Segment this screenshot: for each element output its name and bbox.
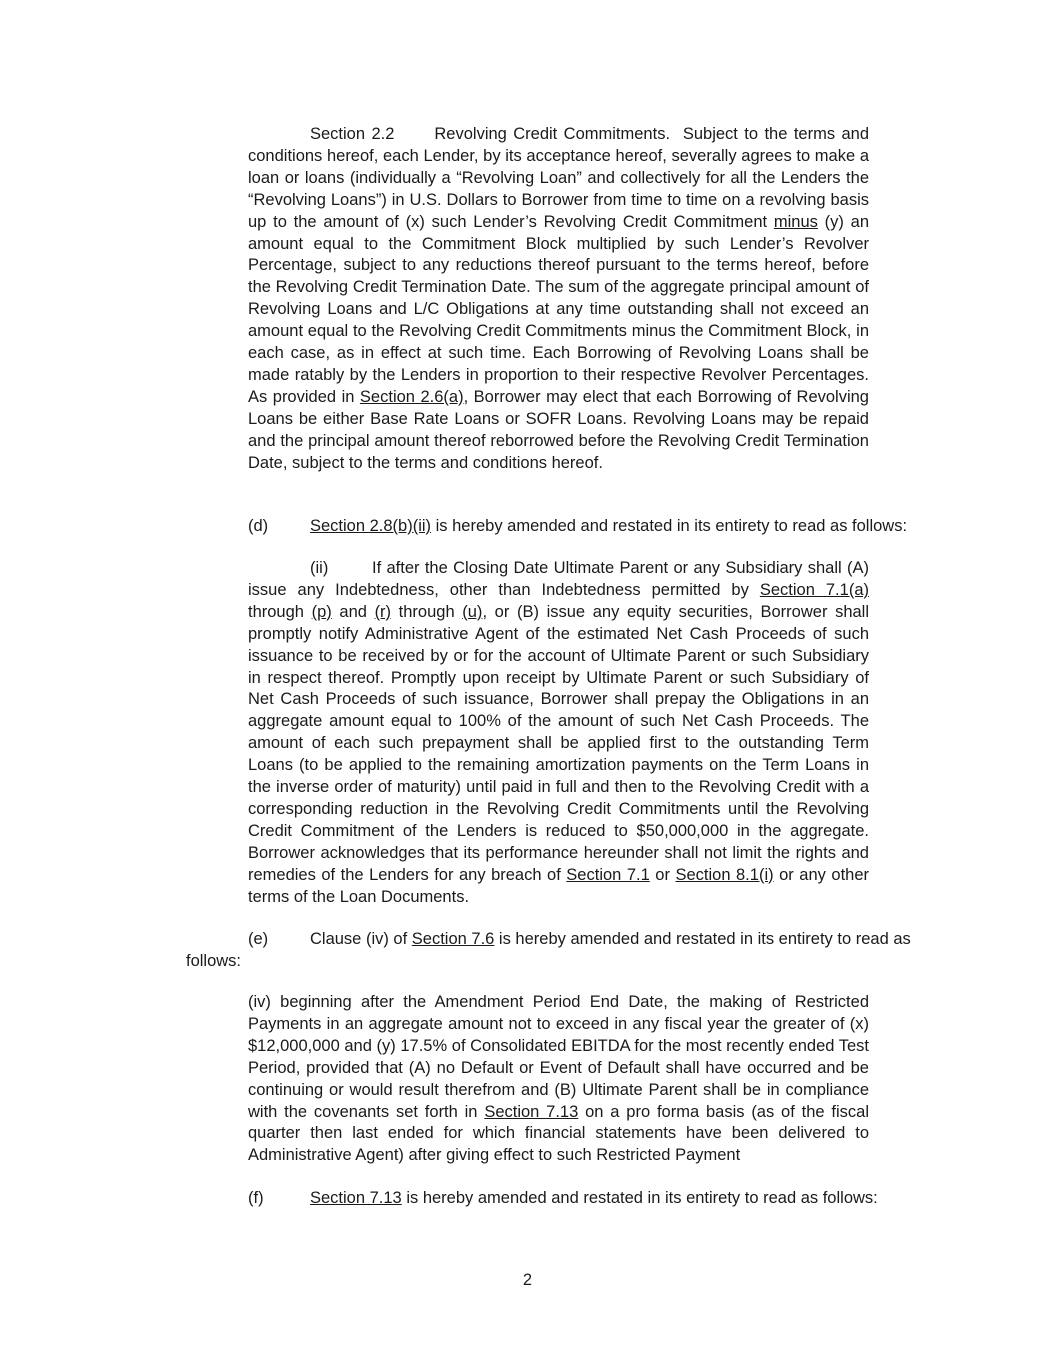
section-2-8bii-link[interactable]: Section 2.8(b)(ii): [310, 517, 432, 535]
amendment-e-text-3: follows:: [186, 952, 242, 970]
amendment-e-label: (e): [248, 930, 269, 948]
clause-ii-text-4: through: [391, 602, 463, 621]
section-7-13-link-f[interactable]: Section 7.13: [310, 1189, 402, 1207]
section-7-1a-link[interactable]: Section 7.1(a): [759, 580, 869, 599]
amendment-e-continued: [186, 951, 241, 973]
clause-iv-text-1: (iv) beginning after the Amendment Period End Date, the making of Restricted Payments in an aggregate amount not to exceed in any fiscal year the greater of (x) $12,000,000 and (y) 17.5% of Consolidated EBITDA for the most recently ended Test Period, provided that (A) no Default or Event of Default shall have occurred and be continuing or would result therefrom and (B) Ultimate Parent shall be in compliance with the covenants set forth in: [248, 993, 869, 1121]
amendment-d-label: (d): [248, 517, 269, 535]
section-2-2-heading: Section 2.2: [310, 125, 395, 143]
section-7-13-link[interactable]: Section 7.13: [484, 1102, 579, 1121]
section-7-1-link[interactable]: Section 7.1: [566, 865, 650, 884]
minus-term: minus: [773, 212, 818, 231]
amendment-f-text: is hereby amended and restated in its entirety to read as follows:: [401, 1189, 878, 1207]
amendment-e: [248, 929, 911, 951]
section-2-2-title: Revolving Credit Commitments.: [434, 125, 671, 143]
amendment-e-text-2: is hereby amended and restated in its entirety to read as: [494, 930, 911, 948]
clause-ii-text-5: , or (B) issue any equity securities, Borrower shall promptly notify Administrative Agent of the estimated Net Cash Proceeds of such issuance to be received by or for the account of Ultimate Parent or such Subsidiary in respect thereof. Promptly upon receipt by Ultimate Parent or such Subsidiary of Net Cash Proceeds of such issuance, Borrower shall prepay the Obligations in an aggregate amount equal to 100% of the amount of such Net Cash Proceeds. The amount of each such prepayment shall be applied first to the outstanding Term Loans (to be applied to the remaining amortization payments on the Term Loans in the inverse order of maturity) until paid in full and then to the Revolving Credit with a corresponding reduction in the Revolving Credit Commitments until the Revolving Credit Commitment of the Lenders is reduced to $50,000,000 in the aggregate. Borrower acknowledges that its performance hereunder shall not limit the rights and remedies of the Lenders for any breach of: [248, 602, 870, 884]
section-2-2-paragraph: [248, 124, 869, 475]
clause-ii-text-6: or: [649, 865, 676, 884]
amendment-f: [248, 1188, 878, 1210]
amendment-e-text-1: Clause (iv) of: [310, 930, 412, 948]
clause-r-link[interactable]: (r): [374, 602, 392, 621]
amendment-d: [248, 516, 907, 538]
amendment-f-label: (f): [248, 1189, 264, 1207]
section-2-2-text-3: , Borrower may elect that each Borrowing of Revolving Loans be either Base Rate Loans or SOFR Loans. Revolving Loans may be repaid and the principal amount thereof reborrowed before the Revolving Credit Termination Date, subject to the terms and conditions hereof.: [248, 387, 869, 472]
section-7-6-link[interactable]: Section 7.6: [411, 930, 495, 948]
clause-ii-text-7: or any other terms of the Loan Documents.: [248, 865, 870, 906]
section-2-2-text-2: (y) an amount equal to the Commitment Block multiplied by such Lender’s Revolver Percentage, subject to any reductions thereof pursuant to the terms hereof, before the Revolving Credit Termination Date. The sum of the aggregate principal amount of Revolving Loans and L/C Obligations at any time outstanding shall not exceed an amount equal to the Revolving Credit Commitments minus the Commitment Block, in each case, as in effect at such time. Each Borrowing of Revolving Loans shall be made ratably by the Lenders in proportion to their respective Revolver Percentages. As provided in: [248, 212, 870, 406]
clause-p-link[interactable]: (p): [311, 602, 332, 621]
clause-iv-text-2: on a pro forma basis (as of the fiscal quarter then last ended for which financial statements have been delivered to Administrative Agent) after giving effect to such Restricted Payment: [248, 1102, 870, 1165]
page-number: 2: [522, 1271, 533, 1289]
clause-ii-text-1: If after the Closing Date Ultimate Parent or any Subsidiary shall (A) issue any Indebtedness, other than Indebtedness permitted by: [248, 559, 869, 599]
section-8-1i-link[interactable]: Section 8.1(i): [675, 865, 774, 884]
clause-ii-text-3: and: [331, 602, 375, 621]
clause-iv-paragraph: [248, 992, 869, 1167]
clause-ii-label: (ii): [310, 559, 329, 577]
clause-ii-paragraph: [248, 558, 869, 909]
section-2-6a-link[interactable]: Section 2.6(a): [359, 387, 464, 406]
clause-u-link[interactable]: (u): [462, 602, 483, 621]
section-2-2-text-1: Subject to the terms and conditions hereof, each Lender, by its acceptance hereof, severally agrees to make a loan or loans (individually a “Revolving Loan” and collectively for all the Lenders the “Revolving Loans”) in U.S. Dollars to Borrower from time to time on a revolving basis up to the amount of (x) such Lender’s Revolving Credit Commitment: [248, 125, 870, 231]
amendment-d-text: is hereby amended and restated in its entirety to read as follows:: [431, 517, 908, 535]
clause-ii-text-2: through: [248, 602, 312, 621]
